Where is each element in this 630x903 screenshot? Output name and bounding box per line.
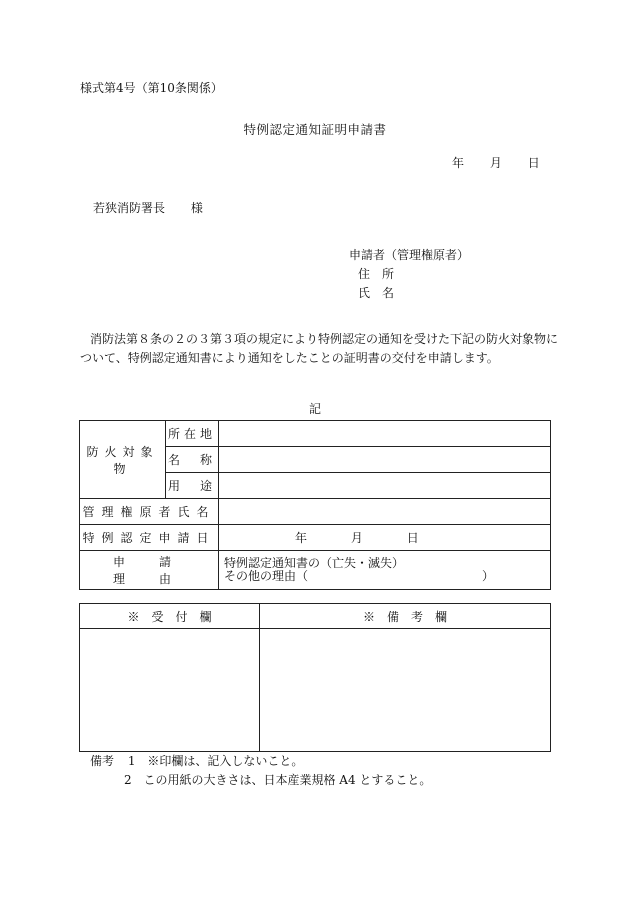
notes (90, 752, 431, 790)
table-row (80, 499, 551, 525)
location-label: 所在地 (166, 421, 219, 447)
note-2-text: この用紙の大きさは、日本産業規格 A4 とすること。 (143, 773, 432, 787)
reception-header: ※ 受 付 欄 (80, 604, 260, 629)
date-line (452, 154, 540, 171)
reason-line1: 特例認定通知書の（亡失・滅失） (224, 556, 405, 570)
property-table (79, 420, 551, 590)
notes-label: 備考 (90, 754, 115, 768)
addressee (93, 199, 203, 216)
ki-heading: 記 (308, 402, 321, 416)
body-text: 消防法第８条の２の３第３項の規定により特例認定の通知を受けた下記の防火対象物について、特例認定通知書により通知をしたことの証明書の交付を申請します。 (80, 332, 559, 365)
use-label: 用 途 (166, 473, 219, 499)
apply-month: 月 (350, 531, 363, 545)
applicant-block (349, 246, 469, 303)
document-title: 特例認定通知証明申請書 (243, 122, 387, 137)
applicant-name-label: 氏 名 (358, 286, 395, 300)
remarks-box[interactable] (260, 629, 551, 752)
table-row (80, 421, 551, 447)
note-2-num: 2 (124, 773, 132, 787)
apply-day: 日 (406, 531, 419, 545)
apply-year: 年 (295, 531, 308, 545)
addressee-name: 若狭消防署長 (93, 201, 166, 215)
note-1-num: 1 (127, 754, 136, 768)
manager-field[interactable] (219, 499, 551, 525)
name-label: 名 称 (166, 447, 219, 473)
apply-date-field[interactable] (219, 525, 551, 551)
reason-line2: その他の理由（ (224, 569, 309, 583)
date-month: 月 (489, 156, 502, 170)
receipt-table (79, 603, 551, 752)
addressee-honorific: 様 (190, 201, 203, 215)
table-row (80, 525, 551, 551)
table-row (80, 551, 551, 590)
reception-box[interactable] (80, 629, 260, 752)
remarks-header: ※ 備 考 欄 (260, 604, 551, 629)
manager-label: 管理権原者氏名 (80, 499, 219, 525)
date-day: 日 (527, 156, 540, 170)
reason-field[interactable] (219, 551, 551, 590)
name-field[interactable] (219, 447, 551, 473)
group-label: 防火対象物 (80, 421, 166, 499)
form-number: 様式第4号（第10条関係） (80, 81, 223, 95)
apply-date-label: 特例認定申請日 (80, 525, 219, 551)
applicant-heading: 申請者（管理権原者） (349, 248, 470, 262)
reason-label: 申請理由 (80, 551, 219, 590)
note-1-text: ※印欄は、記入しないこと。 (147, 754, 304, 768)
reason-close: ） (482, 569, 495, 583)
use-field[interactable] (219, 473, 551, 499)
applicant-address-label: 住 所 (358, 267, 395, 281)
date-year: 年 (452, 156, 465, 170)
location-field[interactable] (219, 421, 551, 447)
